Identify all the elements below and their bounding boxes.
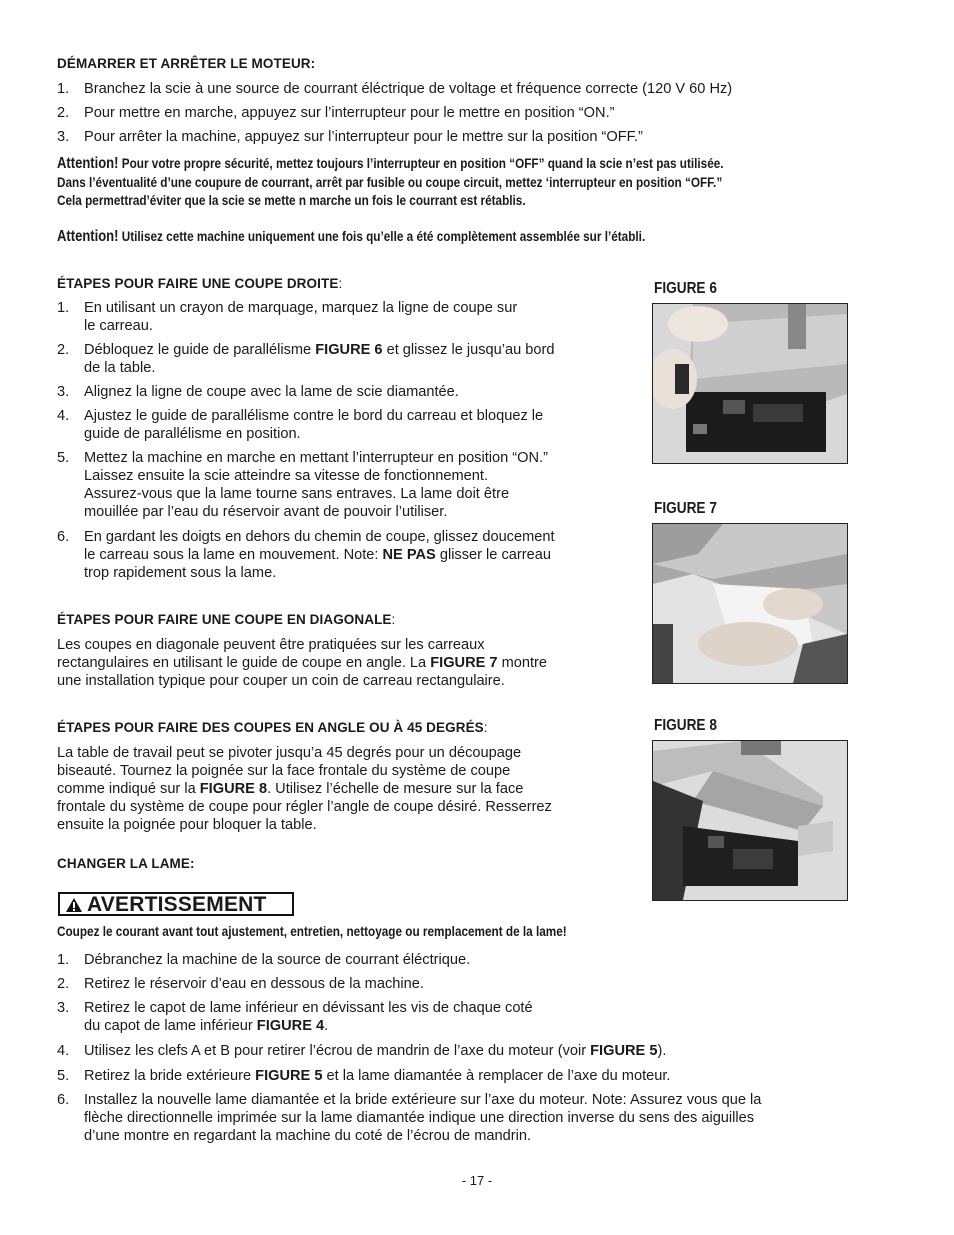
manual-page: DÉMARRER ET ARRÊTER LE MOTEUR: 1. Branchez la scie à une source de courrant éléctrique de voltage et fréquence correcte (120 V 60 Hz) 2. Pour mettre en marche, appuyez sur l’interrupteur pour le mettre en position “ON.” 3. Pour arrêter la machine, appuyez sur l’interrupteur pour le mettre sur la position “OFF.” Attention! Pour votre propre sécurité, mettez toujours l’interrupteur en position “OFF” quand la scie n’est pas utilisée. Dans l’éventualité d’une coupure de courrant, arrêt par fusible ou coupe circuit, mettez ‘interrupteur en position “OFF.” Cela permettrad’éviter que la scie se mette n marche un fois le courrant est rétablis. Attention! Utilisez cette machine uniquement une fois qu’elle a été complètement assemblée sur l’établi. ÉTAPES POUR FAIRE UNE COUPE DROITE: 1. En utilisant un crayon de marquage, marquez la ligne de coupe sur le carreau. 2. Débloquez le guide de parallélisme FIGURE 6 et glissez le jusqu’au bord de la table. 3. Alignez la ligne de coupe avec la lame de scie diamantée. 4. Ajustez le guide de parallélisme contre le bord du carreau et bloquez le guide de parallélisme en position. 5. Mettez la machine en marche en mettant l’interrupteur en position “ON.” Laissez ensuite la scie atteindre sa vitesse de fonctionnement. Assurez-vous que la lame tourne sans entraves. La lame doit être mouillée par l’eau du réservoir avant de pouvoir l’utiliser. 6. En gardant les doigts en dehors du chemin de coupe, glissez doucement le carreau sous la lame en mouvement. Note: NE PAS glisser le carreau trop rapidement sous la lame. ÉTAPES POUR FAIRE UNE COUPE EN DIAGONALE: Les coupes en diagonale peuvent être pratiquées sur les carreaux rectangulaires en utilisant le guide de coupe en angle. La FIGURE 7 montre une installation typique pour couper un coin de carreau rectangulaire. ÉTAPES POUR FAIRE DES COUPES EN ANGLE OU À 45 DEGRÉS: La table de travail peut se pivoter jusqu’a 45 degrés pour un découpage biseauté. Tournez la poignée sur la face frontale du système de coupe comme indiqué sur la FIGURE 8. Utilisez l’échelle de mesure sur la face frontale du système de coupe pour régler l’angle de coupe désiré. Resserrez ensuite la poignée pour bloquer la table. CHANGER LA LAME: AVERTISSEMENT Coupez le courant avant tout ajustement, entretien, nettoyage ou remplacement de la lame! 1. Débranchez la machine de la source de courrant éléctrique. 2. Retirez le réservoir d’eau en dessous de la machine. 3. Retirez le capot de lame inférieur en dévissant les vis de chaque coté du capot de lame inférieur FIGURE 4. 4. Utilisez les clefs A et B pour retirer l’écrou de mandrin de l’axe du moteur (voir FIGURE 5). 5. Retirez la bride extérieure FIGURE 5 et la lame diamantée à remplacer de l’axe du moteur. 6. Installez la nouvelle lame diamantée et la bride extérieure sur l’axe du moteur. Note: Assurez vous que la flèche directionnelle imprimée sur la lame diamantée indique une direction inverse du sens des aiguilles d’une montre en regardant la machine du coté de l’écrou de mandrin. FIGURE 6 FIGURE 7 FIGURE 8 - 17 - bbox=[0, 0, 954, 1235]
attention-notice-line-2: Dans l’éventualité d’une coupure de courrant, arrêt par fusible ou coupe circuit, mettez ‘interrupteur en position “OFF.” bbox=[57, 174, 723, 190]
section-heading-straight-cut: ÉTAPES POUR FAIRE UNE COUPE DROITE: bbox=[57, 276, 343, 291]
figure-8-photo bbox=[652, 740, 848, 901]
section-heading-diagonal-cut: ÉTAPES POUR FAIRE UNE COUPE EN DIAGONALE: bbox=[57, 612, 396, 627]
figure-6-label: FIGURE 6 bbox=[654, 280, 717, 297]
figure-6-photo bbox=[652, 303, 848, 464]
figure-7-photo bbox=[652, 523, 848, 684]
warning-triangle-icon bbox=[65, 897, 83, 918]
figure-7-label: FIGURE 7 bbox=[654, 500, 717, 517]
diagonal-paragraph: Les coupes en diagonale peuvent être pratiquées sur les carreaux rectangulaires en utilisant le guide de coupe en angle. La FIGURE 7 montre une installation typique pour couper un coin de carreau rectangulaire. bbox=[57, 637, 548, 689]
attention-label: Attention! bbox=[57, 228, 119, 245]
section-heading-start-stop: DÉMARRER ET ARRÊTER LE MOTEUR: bbox=[57, 56, 316, 71]
warning-banner bbox=[58, 892, 294, 916]
angle-paragraph: La table de travail peut se pivoter jusqu’a 45 degrés pour un découpage biseauté. Tournez la poignée sur la face frontale du système de coupe comme indiqué sur la FIGURE 8. Utilisez l’échelle de mesure sur la face frontale du système de coupe pour régler l’angle de coupe désiré. Resserrez ensuite la poignée pour bloquer la table. bbox=[57, 745, 552, 833]
warning-text: Coupez le courant avant tout ajustement, entretien, nettoyage ou remplacement de la lame! bbox=[57, 923, 567, 939]
attention-label: Attention! bbox=[57, 155, 119, 172]
attention-notice-line-1: Attention! Pour votre propre sécurité, mettez toujours l’interrupteur en position “OFF” quand la scie n’est pas utilisée. bbox=[57, 155, 724, 172]
section-heading-angle-cut: ÉTAPES POUR FAIRE DES COUPES EN ANGLE OU À 45 DEGRÉS: bbox=[57, 720, 488, 735]
attention-notice-2: Attention! Utilisez cette machine uniquement une fois qu’elle a été complètement assemblée sur l’établi. bbox=[57, 228, 646, 245]
page-number: - 17 - bbox=[461, 1173, 493, 1188]
figure-8-label: FIGURE 8 bbox=[654, 717, 717, 734]
warning-label: AVERTISSEMENT bbox=[87, 893, 267, 916]
attention-notice-line-3: Cela permettrad’éviter que la scie se mette n marche un fois le courrant est rétablis. bbox=[57, 192, 526, 208]
section-heading-change-blade: CHANGER LA LAME: bbox=[57, 856, 195, 871]
